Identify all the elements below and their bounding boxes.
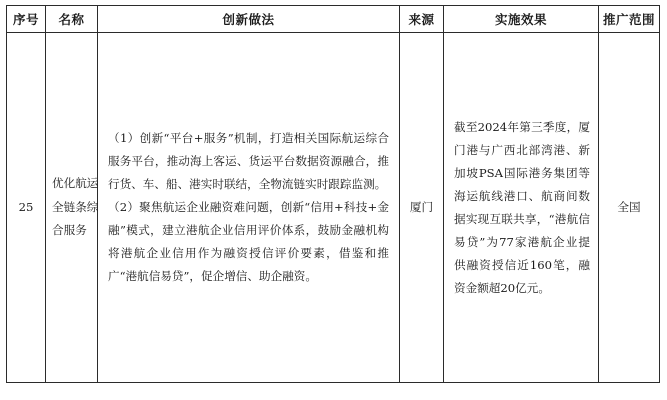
table-header bbox=[7, 6, 660, 33]
method-paragraph-2: （2）聚焦航运企业融资难问题，创新“信用+科技+金融”模式，建立港航企业信用评价体系，鼓励金融机构将港航企业信用作为融资授信评价要素，借鉴和推广“港航信易贷”，促企增信、助企融资。 bbox=[108, 200, 389, 283]
header-row bbox=[7, 6, 660, 33]
table-row bbox=[7, 33, 660, 383]
cell-num: 25 bbox=[7, 33, 46, 383]
cell-method bbox=[98, 33, 400, 383]
header-method: 创新做法 bbox=[98, 6, 400, 33]
header-source: 来源 bbox=[400, 6, 444, 33]
cell-name bbox=[46, 33, 98, 383]
header-num: 序号 bbox=[7, 6, 46, 33]
cell-scope: 全国 bbox=[599, 33, 660, 383]
cell-name-text: 优化航运全链条综合服务 bbox=[52, 176, 99, 238]
method-paragraph-1: （1）创新“平台+服务”机制，打造相关国际航运综合服务平台，推动海上客运、货运平台数据资源融合，推行货、车、船、港实时联结，全物流链实时跟踪监测。 bbox=[108, 131, 389, 191]
header-effect: 实施效果 bbox=[444, 6, 599, 33]
cell-source: 厦门 bbox=[400, 33, 444, 383]
policy-table bbox=[6, 5, 660, 383]
policy-table-container bbox=[6, 5, 660, 383]
header-scope: 推广范围 bbox=[599, 6, 660, 33]
header-name: 名称 bbox=[46, 6, 98, 33]
table-body bbox=[7, 33, 660, 383]
cell-effect: 截至2024年第三季度，厦门港与广西北部湾港、新加坡PSA国际港务集团等海运航线港口、航商间数据实现互联共享，“港航信易贷”为77家港航企业提供融资授信近160笔，融资金额超20亿元。 bbox=[444, 33, 599, 383]
